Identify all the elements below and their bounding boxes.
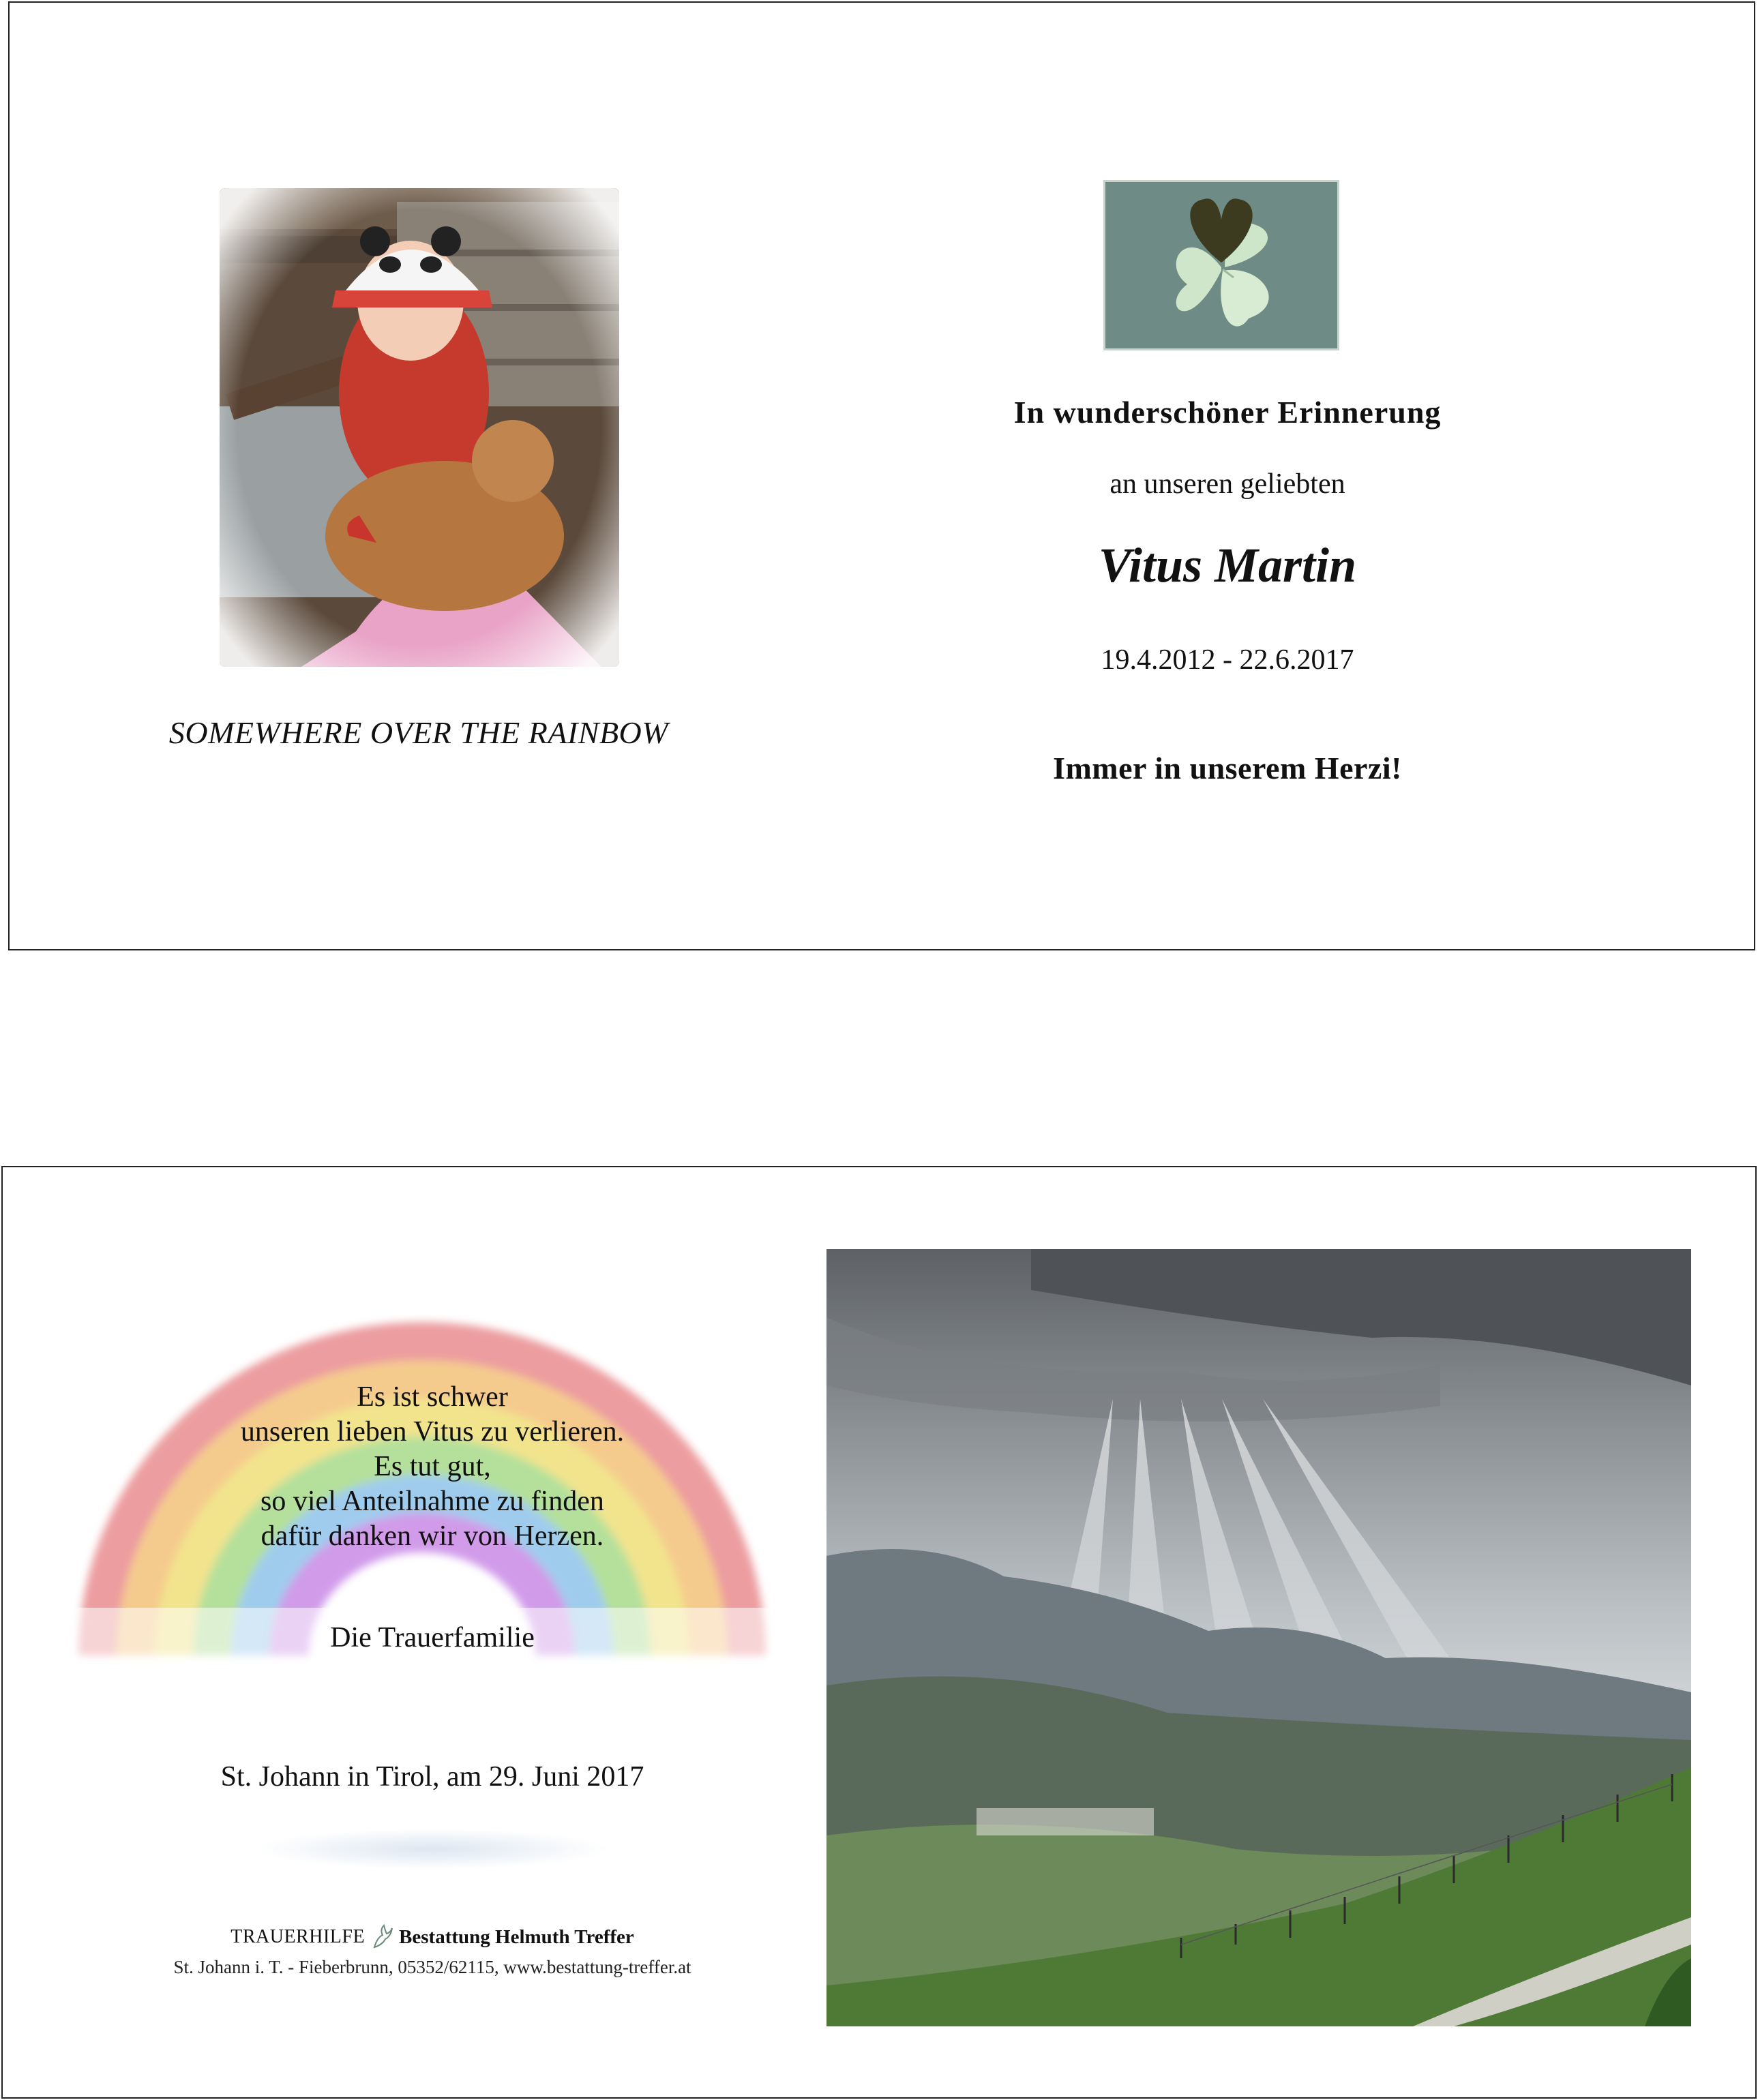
undertaker-contact: St. Johann i. T. - Fieberbrunn, 05352/62115, www.bestattung-treffer.at	[173, 1957, 691, 1977]
thanks-line: unseren lieben Vitus zu verlieren.	[240, 1416, 625, 1448]
thanks-line: Es tut gut,	[374, 1451, 491, 1482]
memorial-card-front	[8, 1, 1755, 950]
life-dates: 19.4.2012 - 22.6.2017	[1101, 644, 1354, 676]
undertaker-company: Bestattung Helmuth Treffer	[399, 1925, 634, 1948]
undertaker-line	[91, 1924, 773, 1950]
memory-heading: In wunderschöner Erinnerung	[1013, 395, 1442, 430]
thanks-line: dafür danken wir von Herzen.	[260, 1520, 604, 1552]
decorative-glow	[255, 1829, 610, 1870]
rainbow-caption: SOMEWHERE OVER THE RAINBOW	[168, 715, 669, 750]
undertaker-label: TRAUERHILFE	[230, 1926, 366, 1947]
memorial-card-back	[1, 1166, 1757, 2099]
place-and-date: St. Johann in Tirol, am 29. Juni 2017	[220, 1761, 644, 1792]
deceased-name: Vitus Martin	[1098, 538, 1357, 592]
thanks-line: Es ist schwer	[357, 1381, 508, 1413]
dove-icon	[370, 1924, 393, 1950]
closing-line: Immer in unserem Herzi!	[1053, 751, 1402, 785]
family-signature: Die Trauerfamilie	[330, 1622, 535, 1653]
thanks-message	[91, 1380, 773, 1554]
thanks-line: so viel Anteilnahme zu finden	[260, 1486, 604, 1517]
mountain-landscape-photo	[826, 1249, 1691, 2026]
heart-clover-photo	[1103, 180, 1339, 350]
child-portrait-photo	[220, 188, 619, 667]
memory-subheading: an unseren geliebten	[1109, 468, 1345, 500]
